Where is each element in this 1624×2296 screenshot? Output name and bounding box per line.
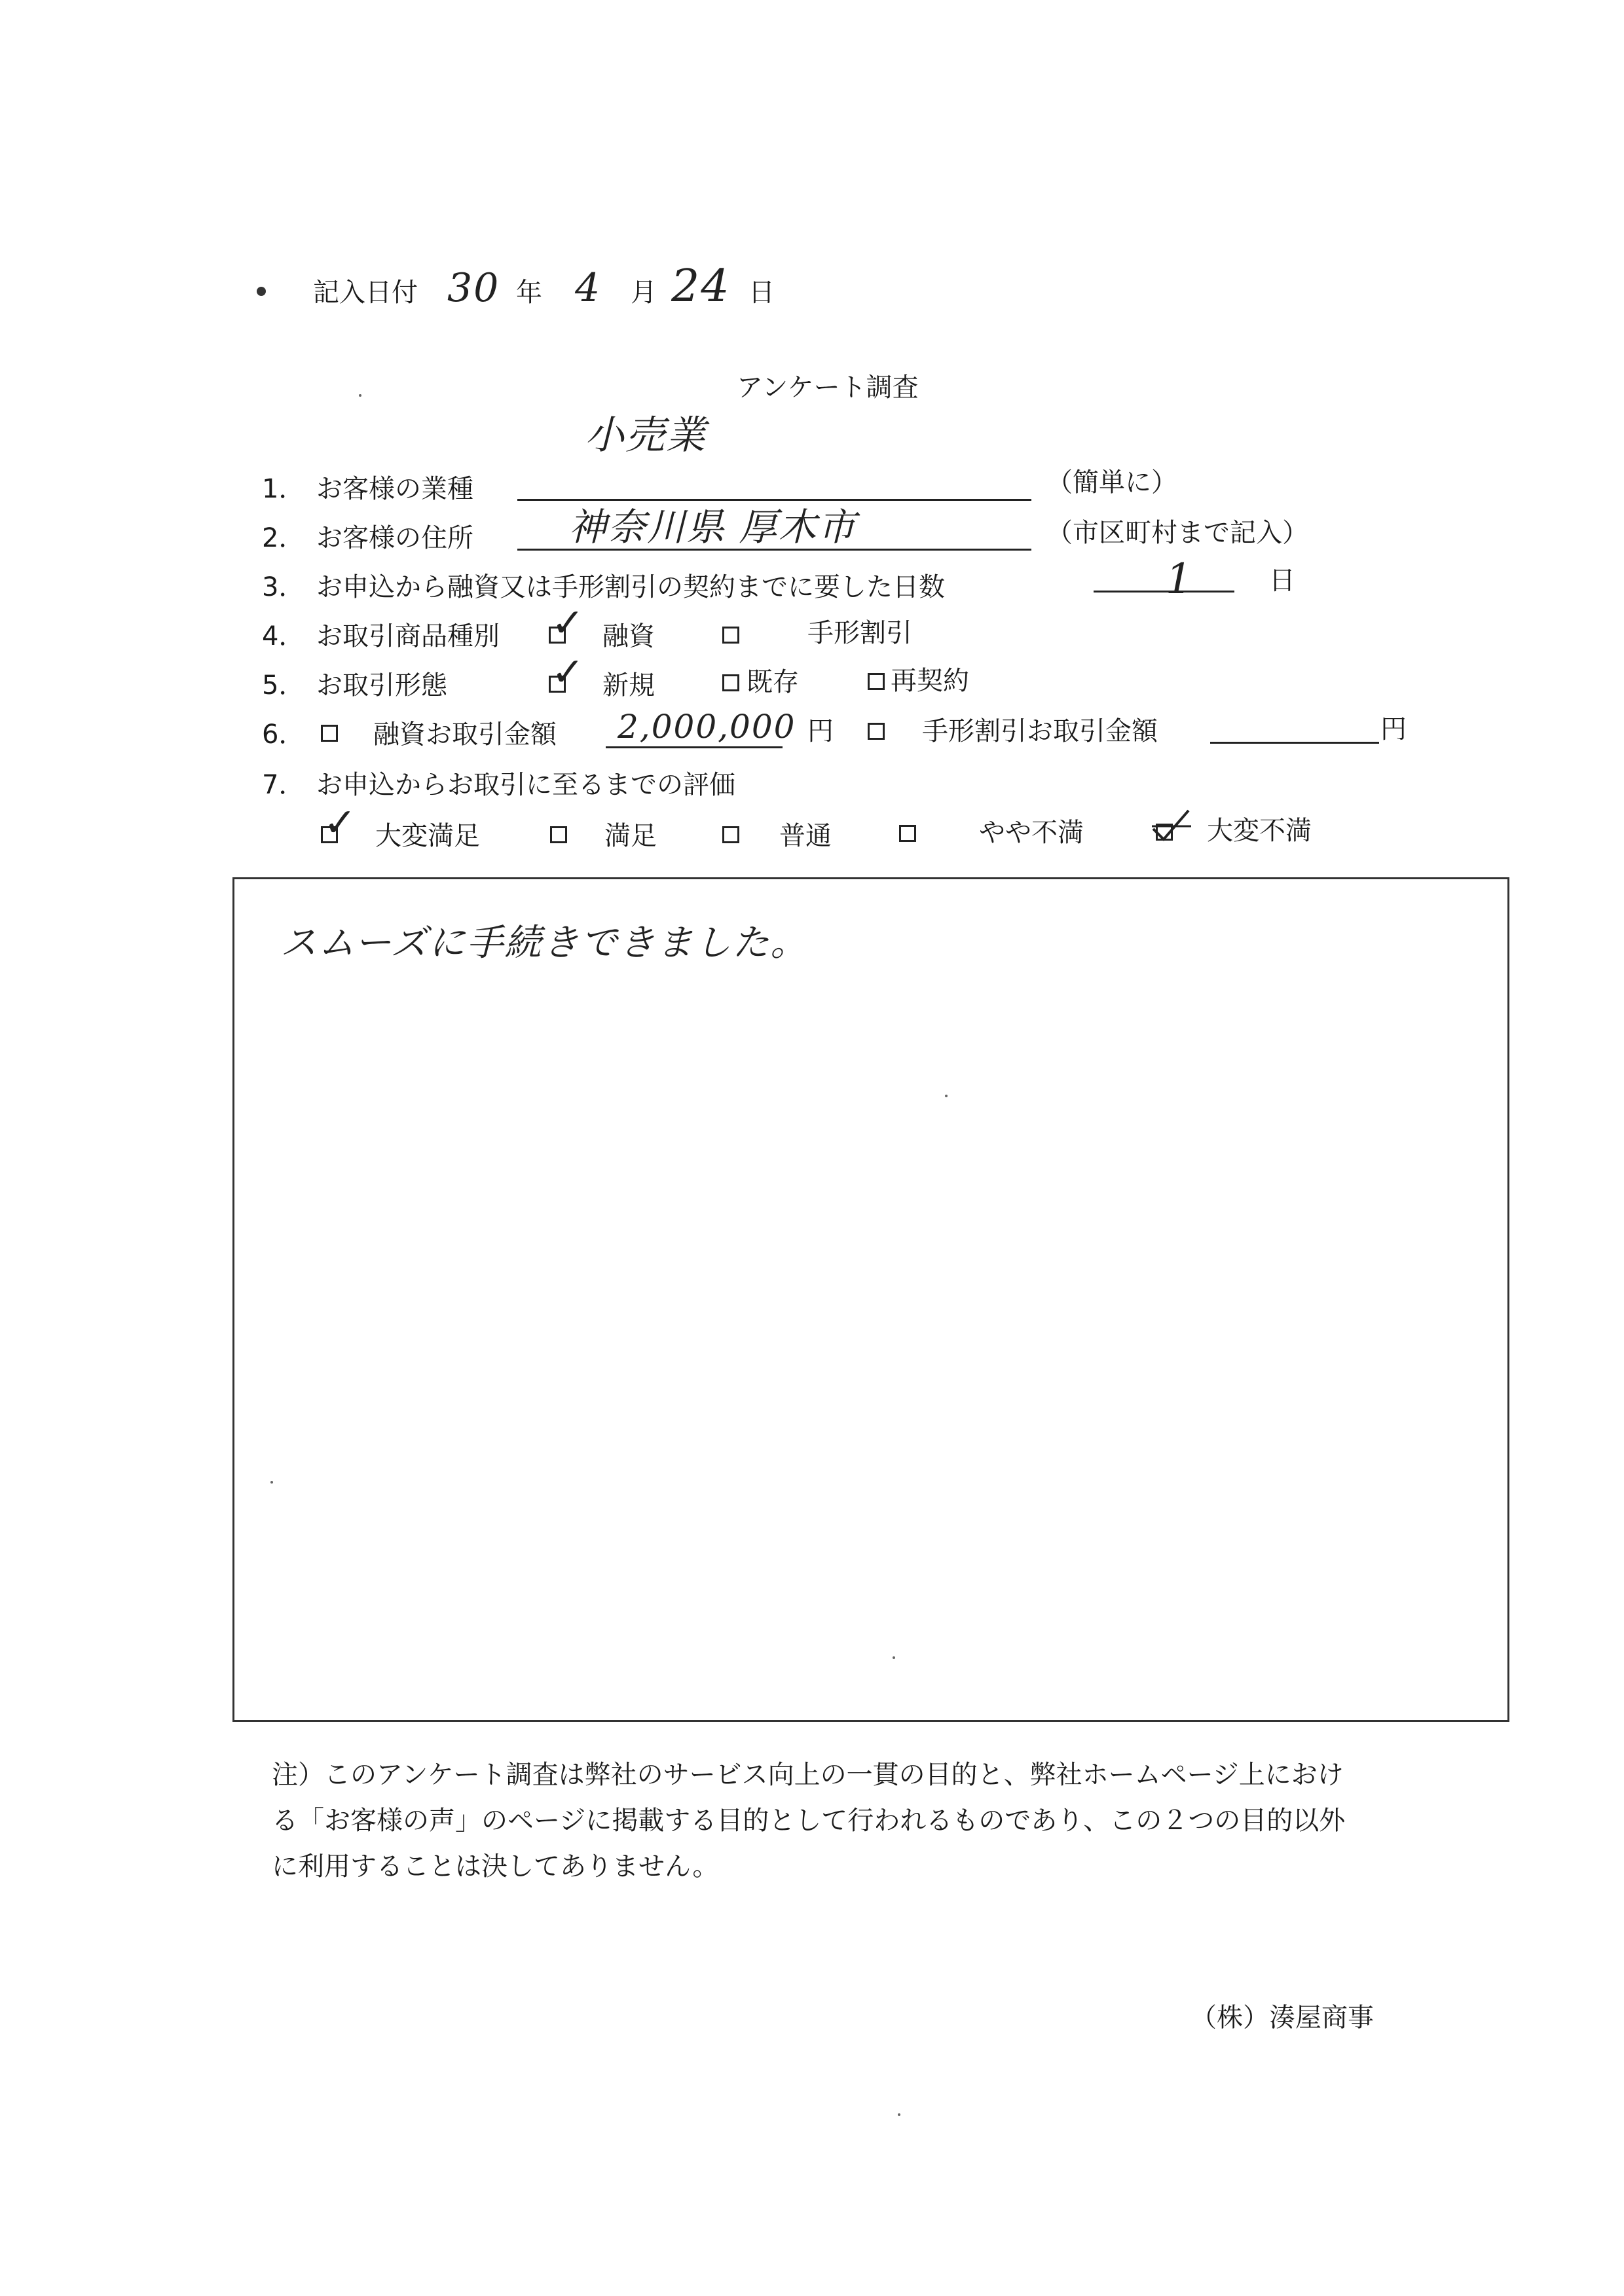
q3-unit: 日 xyxy=(1269,566,1295,596)
q6-bill-checkbox[interactable] xyxy=(868,723,885,740)
q1-number: 1． xyxy=(262,474,305,504)
q3-label: お申込から融資又は手形割引の契約までに要した日数 xyxy=(316,572,945,602)
q5-option-new-checkbox[interactable] xyxy=(549,676,566,693)
q5-option-new-label: 新規 xyxy=(602,670,655,701)
punch-hole-mark xyxy=(257,287,266,296)
q5-option-existing-checkbox[interactable] xyxy=(722,674,739,691)
footnote-line-2: る「お客様の声」のページに掲載する目的として行われるものであり、この２つの目的以外 xyxy=(272,1806,1346,1836)
q4-label: お取引商品種別 xyxy=(316,621,500,651)
q1-answer: 小売業 xyxy=(585,412,707,458)
q7-option-satisfied-checkbox[interactable] xyxy=(550,826,567,843)
q4-option-loan-checkbox[interactable] xyxy=(549,627,566,644)
q6-bill-label: 手形割引お取引金額 xyxy=(922,716,1158,746)
q2-answer-line xyxy=(517,549,1031,551)
q5-option-recontract-label: 再契約 xyxy=(891,666,969,696)
q4-option-bill-label: 手形割引 xyxy=(807,618,912,648)
q6-loan-unit: 円 xyxy=(807,716,834,746)
entry-date-day: 24 xyxy=(671,261,731,312)
q3-answer-line xyxy=(1094,591,1234,592)
q5-label: お取引形態 xyxy=(316,670,447,701)
footnote-line-3: に利用することは決してありません。 xyxy=(272,1851,719,1882)
comment-box[interactable] xyxy=(232,877,1509,1722)
q4-option-bill-checkbox[interactable] xyxy=(722,627,739,644)
q7-option-satisfied-label: 満足 xyxy=(604,821,657,851)
entry-date-month: 4 xyxy=(575,265,602,311)
q1-hint: （簡単に） xyxy=(1046,467,1177,498)
q7-strike-mark-icon xyxy=(1149,807,1195,843)
q6-loan-label: 融資お取引金額 xyxy=(373,720,557,750)
q2-answer: 神奈川県 厚木市 xyxy=(568,505,857,549)
q1-answer-line xyxy=(517,499,1031,501)
q5-option-existing-label: 既存 xyxy=(747,667,799,697)
q6-number: 6． xyxy=(262,720,305,750)
q7-option-normal-label: 普通 xyxy=(779,821,832,851)
q7-option-very-dissatisfied-label: 大変不満 xyxy=(1207,816,1312,846)
q6-loan-checkbox[interactable] xyxy=(321,725,338,742)
footnote-line-1: 注）このアンケート調査は弊社のサービス向上の一貫の目的と、弊社ホームページ上におけ xyxy=(272,1760,1344,1790)
q7-number: 7． xyxy=(262,770,305,800)
q5-number: 5． xyxy=(262,670,305,701)
entry-date-label: 記入日付 xyxy=(313,278,418,308)
comment-text: スムーズに手続きできました。 xyxy=(280,922,809,964)
page-title: アンケート調査 xyxy=(737,373,919,403)
q2-hint: （市区町村まで記入） xyxy=(1046,518,1308,548)
q3-number: 3． xyxy=(262,572,305,602)
q3-answer: 1 xyxy=(1166,555,1194,604)
q7-label: お申込からお取引に至るまでの評価 xyxy=(316,770,735,800)
q4-number: 4． xyxy=(262,621,305,651)
entry-date-month-unit: 月 xyxy=(631,278,657,308)
q7-option-slightly-dissatisfied-checkbox[interactable] xyxy=(899,825,916,842)
scan-speck xyxy=(898,2113,900,2116)
entry-date-day-unit: 日 xyxy=(748,278,775,308)
q7-option-slightly-dissatisfied-label: やや不満 xyxy=(979,818,1084,848)
q7-option-very-satisfied-checkbox[interactable] xyxy=(321,826,338,843)
q5-option-recontract-checkbox[interactable] xyxy=(868,673,885,690)
q6-bill-amount-line xyxy=(1210,742,1379,744)
q6-loan-amount: 2,000,000 xyxy=(618,708,796,746)
q1-label: お客様の業種 xyxy=(316,474,473,504)
entry-date-year-unit: 年 xyxy=(516,278,542,308)
scan-speck xyxy=(359,394,361,397)
entry-date-year: 30 xyxy=(447,265,500,311)
q4-option-loan-label: 融資 xyxy=(602,621,655,651)
company-name: （株）湊屋商事 xyxy=(1190,2003,1374,2033)
q7-option-very-satisfied-label: 大変満足 xyxy=(375,821,480,851)
q2-label: お客様の住所 xyxy=(316,523,473,553)
q6-loan-amount-line xyxy=(606,746,783,748)
q2-number: 2． xyxy=(262,523,305,553)
q6-bill-unit: 円 xyxy=(1380,714,1407,744)
q7-option-normal-checkbox[interactable] xyxy=(722,826,739,843)
